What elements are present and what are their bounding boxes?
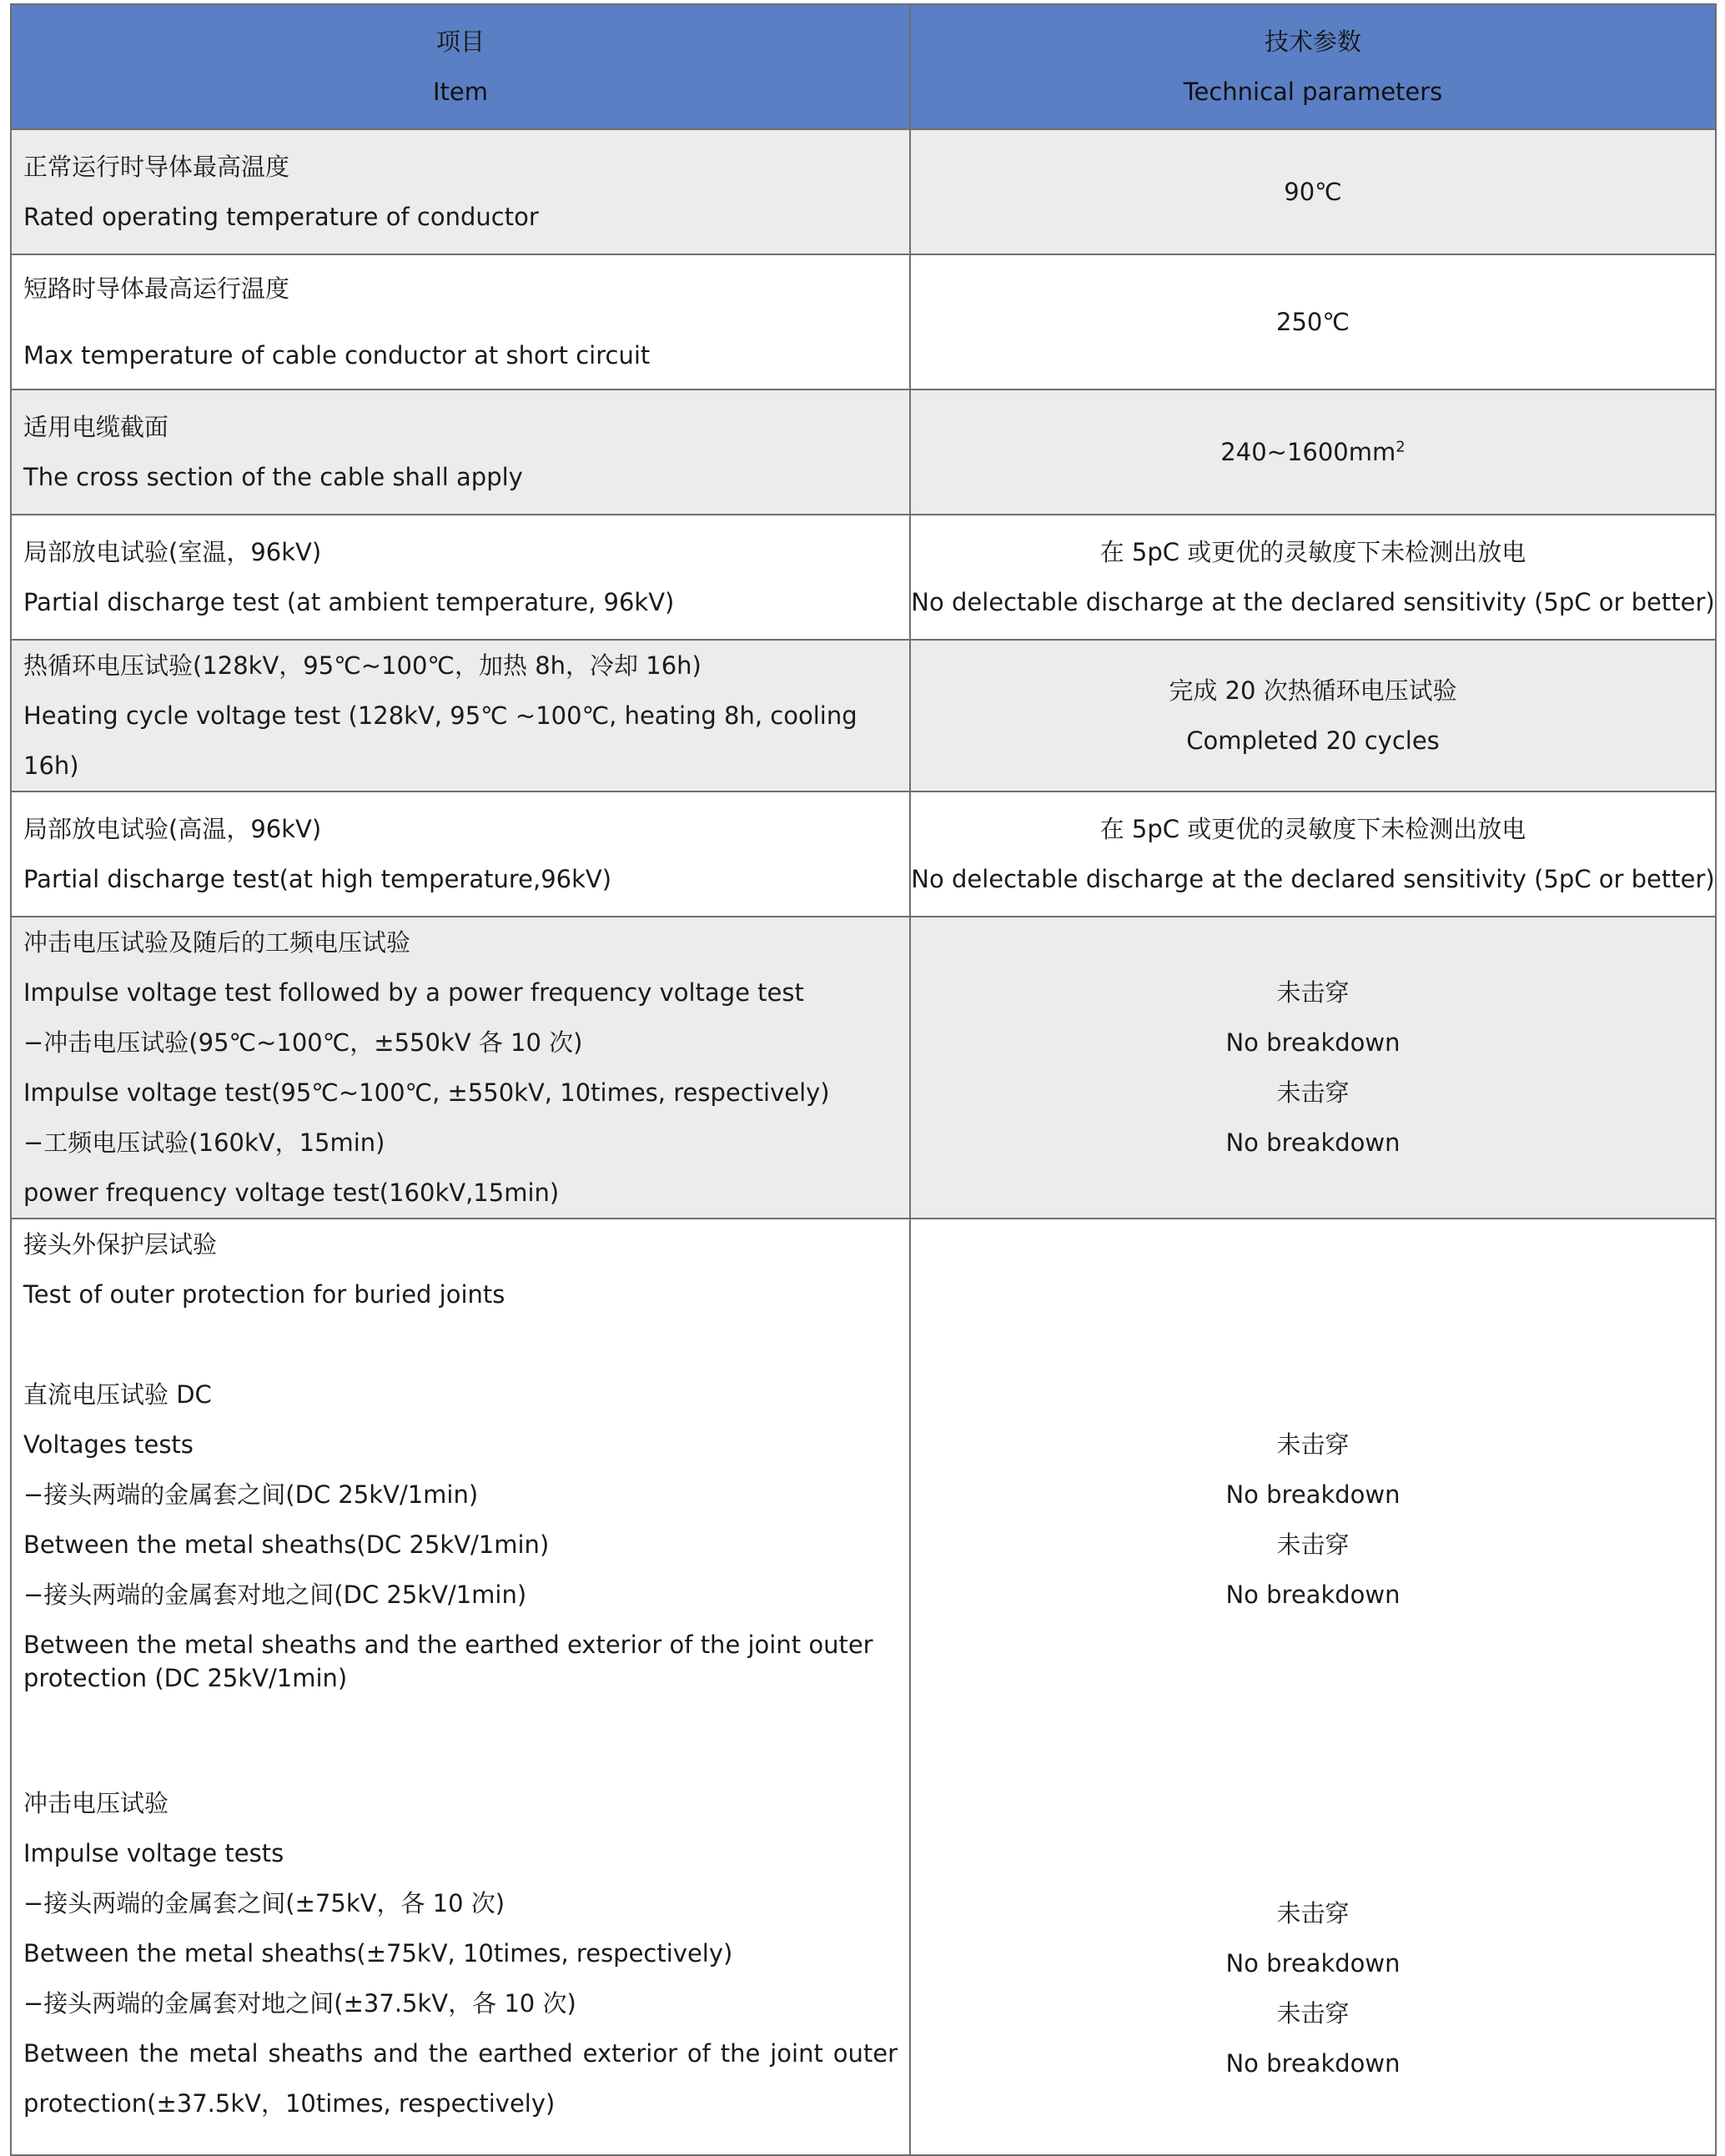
- param-line: 未击穿: [1276, 978, 1350, 1007]
- row-param: [910, 515, 1716, 640]
- header-item: [11, 4, 910, 129]
- table-header: [11, 4, 1716, 129]
- item-zh: 短路时导体最高运行温度: [23, 274, 290, 303]
- param-line: 未击穿: [1276, 1999, 1350, 2028]
- item-line: −冲击电压试验(95℃~100℃，±550kV 各 10 次): [23, 1028, 583, 1057]
- item-line: Between the metal sheaths(DC 25kV/1min): [23, 1530, 550, 1559]
- row-item: [11, 640, 910, 792]
- param-sup: 2: [1396, 438, 1406, 456]
- header-item-en: Item: [432, 78, 488, 106]
- param-line: No breakdown: [1225, 1949, 1401, 1978]
- item-line: −接头两端的金属套之间(DC 25kV/1min): [23, 1480, 479, 1509]
- table-row: [11, 129, 1716, 254]
- item-en: Partial discharge test(at high temperature,96kV): [23, 865, 612, 893]
- item-line: 直流电压试验 DC: [23, 1380, 212, 1409]
- param-line: 未击穿: [1276, 1430, 1350, 1459]
- spec-table: [10, 3, 1717, 2156]
- table-row: [11, 389, 1716, 515]
- row-item: [11, 1219, 910, 2155]
- param-zh: 在 5pC 或更优的灵敏度下未检测出放电: [1099, 815, 1526, 843]
- header-item-zh: 项目: [435, 28, 485, 56]
- param-value: 250℃: [1276, 308, 1350, 336]
- item-en: Rated operating temperature of conductor: [23, 203, 539, 231]
- row-item: [11, 254, 910, 389]
- row-param: [910, 917, 1716, 1219]
- spacer: [23, 1701, 898, 1778]
- row-param: [910, 254, 1716, 389]
- item-zh: 局部放电试验(高温，96kV): [23, 815, 322, 843]
- row-param: [910, 389, 1716, 515]
- item-line: 冲击电压试验及随后的工频电压试验: [23, 928, 411, 957]
- param-line: No breakdown: [1225, 1028, 1401, 1057]
- table-row: [11, 917, 1716, 1219]
- item-line: protection(±37.5kV，10times, respectively): [23, 2089, 556, 2118]
- param-line: 未击穿: [1276, 1530, 1350, 1559]
- item-line: Impulse voltage tests: [23, 1839, 284, 1867]
- table-row: [11, 792, 1716, 917]
- row-param: [910, 129, 1716, 254]
- item-line: Voltages tests: [23, 1430, 194, 1459]
- spacer: [911, 1620, 1715, 1888]
- item-line: Between the metal sheaths(±75kV, 10times, respectively): [23, 1939, 733, 1968]
- item-line: 冲击电压试验: [23, 1789, 169, 1817]
- item-en: The cross section of the cable shall apply: [23, 463, 523, 491]
- table-row: [11, 254, 1716, 389]
- item-line: Impulse voltage test followed by a power frequency voltage test: [23, 978, 804, 1007]
- item-line: −工频电压试验(160kV，15min): [23, 1128, 385, 1157]
- item-en: Partial discharge test (at ambient temperature, 96kV): [23, 588, 675, 616]
- table-row: [11, 640, 1716, 792]
- item-line: −接头两端的金属套对地之间(±37.5kV，各 10 次): [23, 1989, 576, 2018]
- item-line: 接头外保护层试验: [23, 1230, 218, 1259]
- item-line: power frequency voltage test(160kV,15min): [23, 1179, 560, 1207]
- param-line: No breakdown: [1225, 1128, 1401, 1157]
- param-en: No delectable discharge at the declared sensitivity (5pC or better): [911, 865, 1715, 893]
- param-zh: 在 5pC 或更优的灵敏度下未检测出放电: [1099, 538, 1526, 566]
- item-en: Max temperature of cable conductor at short circuit: [23, 341, 651, 369]
- spacer: [23, 1319, 898, 1369]
- row-param: [910, 792, 1716, 917]
- param-en: Completed 20 cycles: [1186, 726, 1440, 755]
- param-line: 未击穿: [1276, 1078, 1350, 1107]
- item-zh: 热循环电压试验(128kV，95℃~100℃，加热 8h，冷却 16h): [23, 651, 702, 680]
- row-item: [11, 917, 910, 1219]
- param-base: 240~1600mm: [1220, 438, 1396, 466]
- header-param: [910, 4, 1716, 129]
- item-line: Between the metal sheaths and the earthed exterior of the joint outer protection (DC 25kV/1min): [23, 1631, 873, 1692]
- item-line: −接头两端的金属套对地之间(DC 25kV/1min): [23, 1581, 527, 1609]
- item-zh: 正常运行时导体最高温度: [23, 153, 290, 181]
- table-row: [11, 1219, 1716, 2155]
- param-zh: 完成 20 次热循环电压试验: [1169, 676, 1457, 705]
- param-value: [911, 427, 1715, 477]
- row-item: [11, 515, 910, 640]
- item-zh: 局部放电试验(室温，96kV): [23, 538, 322, 566]
- header-param-zh: 技术参数: [1264, 28, 1361, 56]
- row-item: [11, 129, 910, 254]
- item-line: Impulse voltage test(95℃~100℃, ±550kV, 10times, respectively): [23, 1078, 830, 1107]
- param-line: 未击穿: [1276, 1899, 1350, 1927]
- item-zh: 适用电缆截面: [23, 413, 169, 441]
- param-en: No delectable discharge at the declared sensitivity (5pC or better): [911, 588, 1715, 616]
- param-value: 90℃: [1284, 178, 1342, 206]
- item-line: −接头两端的金属套之间(±75kV，各 10 次): [23, 1889, 505, 1917]
- table-row: [11, 515, 1716, 640]
- header-param-en: Technical parameters: [1183, 78, 1443, 106]
- item-en: Heating cycle voltage test (128kV, 95℃ ~100℃, heating 8h, cooling 16h): [23, 701, 857, 780]
- item-line: Between the metal sheaths and the earthed exterior of the joint outer: [23, 2039, 898, 2068]
- row-param: [910, 640, 1716, 792]
- param-line: No breakdown: [1225, 1480, 1401, 1509]
- row-param: [910, 1219, 1716, 2155]
- param-line: No breakdown: [1225, 2049, 1401, 2078]
- row-item: [11, 389, 910, 515]
- row-item: [11, 792, 910, 917]
- param-line: No breakdown: [1225, 1581, 1401, 1609]
- item-line: Test of outer protection for buried joints: [23, 1280, 505, 1309]
- spacer: [911, 1219, 1715, 1420]
